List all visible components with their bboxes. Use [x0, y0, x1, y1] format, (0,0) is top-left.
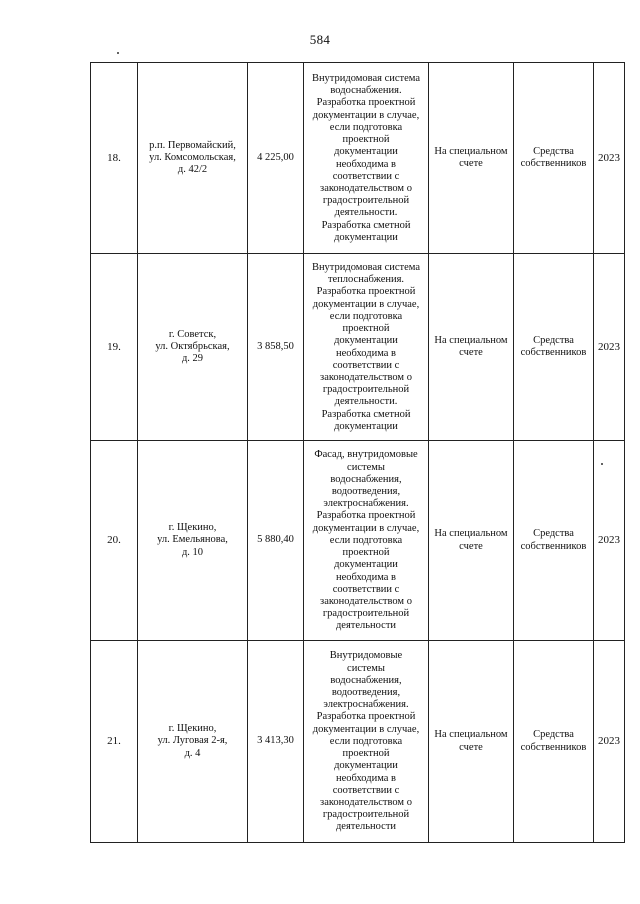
- work-line: соответствии с: [332, 583, 400, 595]
- table-row: [91, 254, 625, 441]
- work-type-cell: [304, 441, 429, 641]
- address-line: д. 42/2: [177, 164, 208, 176]
- cost-value: 3 413,30: [257, 735, 294, 747]
- cost-cell: [248, 254, 304, 441]
- work-line: законодательством о: [320, 796, 412, 808]
- work-line: документации: [334, 559, 398, 571]
- account-line: На специальном: [434, 334, 508, 346]
- work-line: документации: [334, 420, 398, 432]
- account-cell: [429, 254, 514, 441]
- work-line: необходима в: [335, 158, 397, 170]
- work-line: системы: [347, 461, 385, 473]
- work-line: деятельности: [335, 821, 397, 833]
- address-line: г. Щекино,: [168, 522, 217, 534]
- address-line: ул. Комсомольская,: [149, 151, 236, 163]
- account-cell: [429, 441, 514, 641]
- work-line: проектной: [342, 323, 390, 335]
- table-body: [91, 63, 625, 843]
- work-line: документации: [334, 231, 398, 243]
- work-line: законодательством о: [320, 595, 412, 607]
- work-line: Внутридомовая система: [311, 262, 421, 274]
- account-cell: [429, 641, 514, 843]
- year-cell: [594, 641, 625, 843]
- work-line: проектной: [342, 748, 390, 760]
- address-cell: [138, 63, 248, 254]
- work-line: системы: [347, 662, 385, 674]
- funding-line: Средства: [533, 528, 574, 540]
- work-line: водоотведения,: [331, 486, 401, 498]
- funding-line: собственников: [520, 347, 587, 358]
- work-line: если подготовка: [329, 735, 403, 747]
- year-value: 2023: [598, 534, 620, 547]
- work-line: необходима в: [335, 772, 397, 784]
- work-line: градостроительной: [322, 384, 410, 396]
- work-line: если подготовка: [329, 534, 403, 546]
- account-line: счете: [459, 741, 483, 753]
- repair-works-table: [90, 62, 625, 843]
- funding-line: Средства: [533, 729, 574, 741]
- account-line: счете: [459, 347, 483, 358]
- account-line: счете: [459, 158, 483, 169]
- funding-cell: [514, 63, 594, 254]
- work-line: документации: [334, 335, 398, 347]
- page-number: 584: [309, 32, 331, 47]
- address-line: ул. Октябрьская,: [155, 340, 230, 352]
- cost-cell: [248, 63, 304, 254]
- work-line: водоснабжения.: [330, 85, 402, 97]
- row-number-text: 18.: [107, 151, 121, 164]
- year-value: 2023: [598, 340, 620, 353]
- work-line: законодательством о: [320, 182, 412, 194]
- year-cell: [594, 441, 625, 641]
- row-number-text: 21.: [107, 735, 121, 748]
- address-line: д. 10: [181, 546, 204, 558]
- work-line: водоотведения,: [331, 687, 401, 699]
- work-line: водоснабжения,: [330, 473, 402, 485]
- funding-cell: [514, 254, 594, 441]
- work-line: водоснабжения,: [330, 674, 402, 686]
- row-number: [91, 63, 138, 254]
- table-row: [91, 441, 625, 641]
- funding-line: собственников: [520, 741, 587, 753]
- work-line: соответствии с: [332, 359, 400, 371]
- work-type-cell: [304, 63, 429, 254]
- funding-line: собственников: [520, 158, 587, 169]
- work-line: проектной: [342, 547, 390, 559]
- work-line: электроснабжения.: [323, 498, 409, 510]
- work-line: необходима в: [335, 347, 397, 359]
- work-line: необходима в: [335, 571, 397, 583]
- work-line: деятельности.: [334, 207, 398, 219]
- row-number-text: 20.: [107, 534, 121, 547]
- funding-line: собственников: [520, 540, 587, 552]
- work-line: документации в случае,: [312, 298, 420, 310]
- year-cell: [594, 254, 625, 441]
- cost-cell: [248, 441, 304, 641]
- work-line: градостроительной: [322, 195, 410, 207]
- work-line: Разработка проектной: [316, 97, 416, 109]
- row-number: [91, 641, 138, 843]
- work-line: Фасад, внутридомовые: [314, 449, 418, 461]
- account-line: счете: [459, 540, 483, 552]
- work-line: документации: [334, 760, 398, 772]
- funding-line: Средства: [533, 334, 574, 346]
- work-line: Разработка проектной: [316, 286, 416, 298]
- address-line: ул. Луговая 2-я,: [157, 735, 228, 747]
- row-number-text: 19.: [107, 340, 121, 353]
- funding-cell: [514, 441, 594, 641]
- work-line: деятельности: [335, 620, 397, 632]
- work-line: законодательством о: [320, 371, 412, 383]
- work-line: Разработка проектной: [316, 510, 416, 522]
- work-line: если подготовка: [329, 121, 403, 133]
- work-line: Внутридомовая система: [311, 73, 421, 85]
- work-line: соответствии с: [332, 784, 400, 796]
- scan-speck: [117, 52, 119, 54]
- account-line: На специальном: [434, 145, 508, 157]
- year-value: 2023: [598, 151, 620, 164]
- address-line: ул. Емельянова,: [157, 534, 228, 546]
- cost-value: 4 225,00: [257, 151, 294, 163]
- work-line: соответствии с: [332, 170, 400, 182]
- work-line: документации в случае,: [312, 522, 420, 534]
- work-line: электроснабжения.: [323, 699, 409, 711]
- work-line: документации в случае,: [312, 723, 420, 735]
- cost-cell: [248, 641, 304, 843]
- cost-value: 3 858,50: [257, 340, 294, 352]
- cost-value: 5 880,40: [257, 534, 294, 546]
- work-type-cell: [304, 254, 429, 441]
- year-value: 2023: [598, 735, 620, 748]
- account-line: На специальном: [434, 528, 508, 540]
- table-row: [91, 63, 625, 254]
- account-cell: [429, 63, 514, 254]
- address-cell: [138, 254, 248, 441]
- address-line: д. 29: [181, 353, 204, 365]
- address-cell: [138, 641, 248, 843]
- work-line: Внутридомовые: [329, 650, 403, 662]
- funding-cell: [514, 641, 594, 843]
- address-cell: [138, 441, 248, 641]
- work-type-cell: [304, 641, 429, 843]
- address-line: г. Советск,: [168, 328, 217, 340]
- work-line: деятельности.: [334, 396, 398, 408]
- account-line: На специальном: [434, 729, 508, 741]
- address-line: р.п. Первомайский,: [149, 139, 236, 151]
- year-cell: [594, 63, 625, 254]
- row-number: [91, 441, 138, 641]
- funding-line: Средства: [533, 145, 574, 157]
- work-line: градостроительной: [322, 608, 410, 620]
- work-line: Разработка сметной: [321, 408, 411, 420]
- address-line: д. 4: [184, 747, 201, 759]
- work-line: документации в случае,: [312, 109, 420, 121]
- work-line: теплоснабжения.: [327, 274, 405, 286]
- work-line: градостроительной: [322, 809, 410, 821]
- table-row: [91, 641, 625, 843]
- work-line: Разработка проектной: [316, 711, 416, 723]
- work-line: Разработка сметной: [321, 219, 411, 231]
- work-line: если подготовка: [329, 310, 403, 322]
- address-line: г. Щекино,: [168, 723, 217, 735]
- work-line: документации: [334, 146, 398, 158]
- row-number: [91, 254, 138, 441]
- work-line: проектной: [342, 134, 390, 146]
